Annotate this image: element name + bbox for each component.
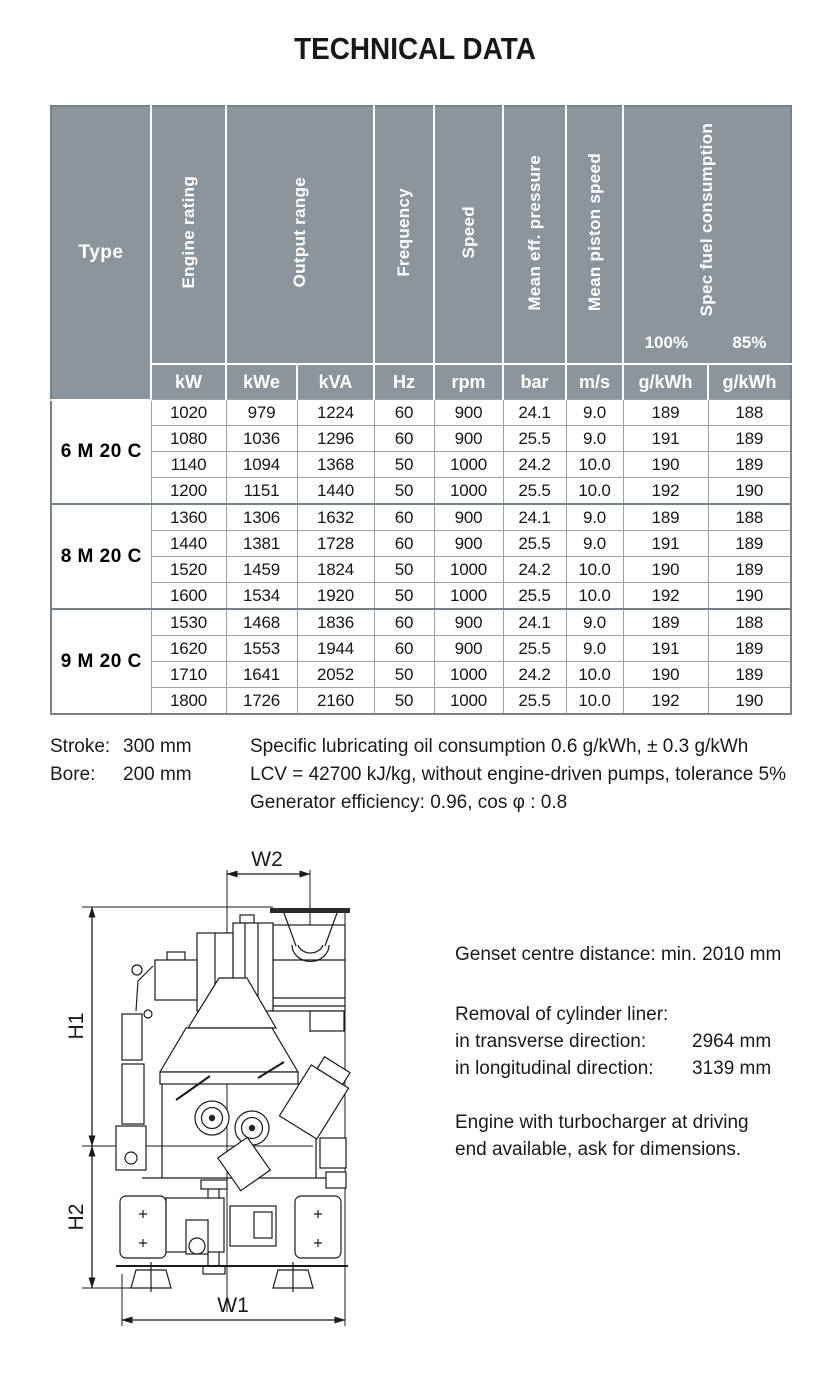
engine-drawing (58, 846, 450, 1346)
table-cell: 2052 (297, 662, 374, 688)
table-cell: 1632 (297, 504, 374, 531)
table-cell: 192 (623, 478, 708, 505)
table-cell: 25.5 (503, 531, 566, 557)
table-cell: 1000 (434, 688, 503, 715)
table-cell: 10.0 (566, 557, 623, 583)
table-cell: 24.2 (503, 662, 566, 688)
table-cell: 1200 (151, 478, 226, 505)
unit-kwe: kWe (226, 364, 297, 400)
note-line: LCV = 42700 kJ/kg, without engine-driven pumps, tolerance 5% (250, 764, 787, 785)
liner-removal-title: Removal of cylinder liner: (455, 1004, 669, 1025)
table-row (51, 557, 791, 583)
dimension-w2 (227, 848, 310, 874)
table-row (51, 583, 791, 610)
table-cell: 189 (708, 557, 791, 583)
table-cell: 191 (623, 426, 708, 452)
table-cell: 24.2 (503, 557, 566, 583)
table-cell: 900 (434, 531, 503, 557)
column-header-speed (434, 106, 503, 364)
table-cell: 50 (374, 583, 434, 610)
table-cell: 1080 (151, 426, 226, 452)
table-cell: 1944 (297, 636, 374, 662)
table-cell: 1020 (151, 400, 226, 426)
dim-label-h2: H2 (65, 1203, 88, 1231)
engine-type-label: 8 M 20 C (51, 504, 151, 609)
table-cell: 60 (374, 609, 434, 636)
table-cell: 1306 (226, 504, 297, 531)
dim-label-w2: W2 (251, 848, 283, 871)
table-cell: 2160 (297, 688, 374, 715)
table-cell: 191 (623, 531, 708, 557)
unit-bar: bar (503, 364, 566, 400)
table-row (51, 531, 791, 557)
table-cell: 190 (623, 557, 708, 583)
removal-value: 2964 mm (692, 1031, 772, 1052)
table-cell: 190 (623, 452, 708, 478)
table-cell: 10.0 (566, 478, 623, 505)
column-header-label: Spec fuel consumption (697, 123, 717, 317)
table-cell: 9.0 (566, 636, 623, 662)
table-cell: 1710 (151, 662, 226, 688)
table-cell: 50 (374, 452, 434, 478)
general-notes (250, 733, 795, 817)
load-point-row (624, 333, 790, 363)
column-header-label: Output range (290, 177, 310, 288)
table-cell: 1468 (226, 609, 297, 636)
table-cell: 1000 (434, 478, 503, 505)
removal-label: in longitudinal direction: (455, 1058, 654, 1079)
column-header-spec-fuel (623, 106, 791, 364)
table-cell: 1836 (297, 609, 374, 636)
table-cell: 190 (708, 688, 791, 715)
table-cell: 1553 (226, 636, 297, 662)
stroke-label: Stroke: (50, 736, 111, 757)
table-cell: 25.5 (503, 583, 566, 610)
bore-value: 200 mm (123, 764, 192, 785)
table-cell: 9.0 (566, 531, 623, 557)
table-row (51, 452, 791, 478)
technical-data-table (50, 105, 792, 715)
table-cell: 9.0 (566, 504, 623, 531)
unit-rpm: rpm (434, 364, 503, 400)
table-cell: 25.5 (503, 688, 566, 715)
column-header-label: Engine rating (178, 176, 198, 289)
dim-label-w1: W1 (217, 1294, 249, 1317)
bore-label: Bore: (50, 764, 96, 785)
unit-gkwh-85: g/kWh (708, 364, 791, 400)
table-cell: 24.1 (503, 400, 566, 426)
table-cell: 900 (434, 636, 503, 662)
stroke-value: 300 mm (123, 736, 192, 757)
table-cell: 1459 (226, 557, 297, 583)
table-cell: 1440 (297, 478, 374, 505)
table-cell: 60 (374, 504, 434, 531)
table-cell: 1824 (297, 557, 374, 583)
column-header-label: Mean piston speed (584, 153, 604, 312)
dimension-h2 (65, 1146, 92, 1288)
table-cell: 1000 (434, 583, 503, 610)
table-cell: 900 (434, 400, 503, 426)
column-header-engine-rating (151, 106, 226, 364)
table-cell: 1728 (297, 531, 374, 557)
table-cell: 1140 (151, 452, 226, 478)
table-cell: 10.0 (566, 688, 623, 715)
bore-note (50, 761, 192, 789)
load-point-85: 85% (732, 333, 767, 352)
stroke-bore-notes (50, 733, 192, 789)
table-cell: 25.5 (503, 636, 566, 662)
table-cell: 60 (374, 636, 434, 662)
table-cell: 900 (434, 426, 503, 452)
engine-base (116, 1180, 348, 1292)
table-cell: 900 (434, 504, 503, 531)
table-cell: 188 (708, 504, 791, 531)
table-cell: 192 (623, 583, 708, 610)
note-line: Specific lubricating oil consumption 0.6 g/kWh, ± 0.3 g/kWh (250, 736, 749, 757)
table-cell: 24.2 (503, 452, 566, 478)
table-cell: 1381 (226, 531, 297, 557)
turbocharger-note: Engine with turbocharger at driving (455, 1112, 749, 1133)
table-cell: 1296 (297, 426, 374, 452)
note-line: Generator efficiency: 0.96, cos φ : 0.8 (250, 792, 568, 813)
table-cell: 190 (623, 662, 708, 688)
dimension-w1 (122, 1294, 345, 1320)
table-cell: 1000 (434, 557, 503, 583)
table-cell: 190 (708, 478, 791, 505)
table-cell: 1520 (151, 557, 226, 583)
table-cell: 24.1 (503, 504, 566, 531)
table-cell: 1036 (226, 426, 297, 452)
column-header-label: Speed (458, 206, 478, 259)
table-cell: 10.0 (566, 662, 623, 688)
table-cell: 10.0 (566, 583, 623, 610)
table-cell: 189 (708, 531, 791, 557)
table-cell: 1641 (226, 662, 297, 688)
load-point-100: 100% (644, 333, 689, 352)
engine-type-label: 6 M 20 C (51, 400, 151, 505)
table-cell: 189 (623, 609, 708, 636)
table-cell: 1151 (226, 478, 297, 505)
table-cell: 1000 (434, 662, 503, 688)
table-row (51, 400, 791, 426)
column-header-label: Mean eff. pressure (524, 154, 544, 311)
table-cell: 9.0 (566, 400, 623, 426)
table-cell: 25.5 (503, 426, 566, 452)
table-header (51, 106, 791, 400)
table-cell: 189 (708, 426, 791, 452)
table-cell: 1368 (297, 452, 374, 478)
side-text-block (455, 941, 827, 1163)
table-cell: 900 (434, 609, 503, 636)
dim-label-h1: H1 (65, 1012, 88, 1040)
table-cell: 9.0 (566, 609, 623, 636)
engine-table-body (51, 400, 791, 715)
table-cell: 1726 (226, 688, 297, 715)
engine-silencer (270, 908, 350, 1031)
removal-value: 3139 mm (692, 1058, 772, 1079)
table-cell: 1530 (151, 609, 226, 636)
engine-pumps (195, 1101, 269, 1145)
table-cell: 24.1 (503, 609, 566, 636)
page-title: TECHNICAL DATA (294, 31, 536, 66)
column-header-mean-piston-speed (566, 106, 623, 364)
table-row (51, 426, 791, 452)
unit-row (51, 364, 791, 400)
dimension-h1 (65, 907, 92, 1146)
table-row (51, 478, 791, 505)
table-cell: 189 (708, 662, 791, 688)
table-cell: 189 (708, 452, 791, 478)
table-cell: 192 (623, 688, 708, 715)
table-cell: 979 (226, 400, 297, 426)
column-header-type: Type (51, 106, 151, 400)
table-cell: 1600 (151, 583, 226, 610)
table-cell: 1224 (297, 400, 374, 426)
table-cell: 188 (708, 400, 791, 426)
liner-removal-row (455, 1028, 827, 1055)
table-cell: 1534 (226, 583, 297, 610)
unit-ms: m/s (566, 364, 623, 400)
table-cell: 60 (374, 531, 434, 557)
unit-kva: kVA (297, 364, 374, 400)
table-cell: 189 (708, 636, 791, 662)
column-header-frequency (374, 106, 434, 364)
table-cell: 191 (623, 636, 708, 662)
table-cell: 189 (623, 504, 708, 531)
table-cell: 1620 (151, 636, 226, 662)
column-header-output-range (226, 106, 374, 364)
column-header-mean-eff-pressure (503, 106, 566, 364)
table-row (51, 609, 791, 636)
table-cell: 1360 (151, 504, 226, 531)
table-cell: 25.5 (503, 478, 566, 505)
stroke-note (50, 733, 192, 761)
table-cell: 189 (623, 400, 708, 426)
table-cell: 50 (374, 662, 434, 688)
unit-kw: kW (151, 364, 226, 400)
table-cell: 50 (374, 557, 434, 583)
table-cell: 60 (374, 400, 434, 426)
table-cell: 50 (374, 478, 434, 505)
table-cell: 60 (374, 426, 434, 452)
table-cell: 1000 (434, 452, 503, 478)
table-cell: 1920 (297, 583, 374, 610)
table-cell: 10.0 (566, 452, 623, 478)
genset-distance-note: Genset centre distance: min. 2010 mm (455, 944, 782, 965)
removal-label: in transverse direction: (455, 1031, 647, 1052)
engine-type-label: 9 M 20 C (51, 609, 151, 714)
table-cell: 9.0 (566, 426, 623, 452)
table-row (51, 636, 791, 662)
column-header-label: Frequency (394, 188, 414, 277)
table-row (51, 688, 791, 715)
table-cell: 1800 (151, 688, 226, 715)
table-cell: 1094 (226, 452, 297, 478)
table-cell: 188 (708, 609, 791, 636)
liner-removal-row (455, 1055, 827, 1082)
unit-gkwh-100: g/kWh (623, 364, 708, 400)
turbocharger-note: end available, ask for dimensions. (455, 1139, 742, 1160)
table-cell: 50 (374, 688, 434, 715)
table-cell: 190 (708, 583, 791, 610)
table-cell: 1440 (151, 531, 226, 557)
table-row (51, 662, 791, 688)
table-row (51, 504, 791, 531)
unit-hz: Hz (374, 364, 434, 400)
